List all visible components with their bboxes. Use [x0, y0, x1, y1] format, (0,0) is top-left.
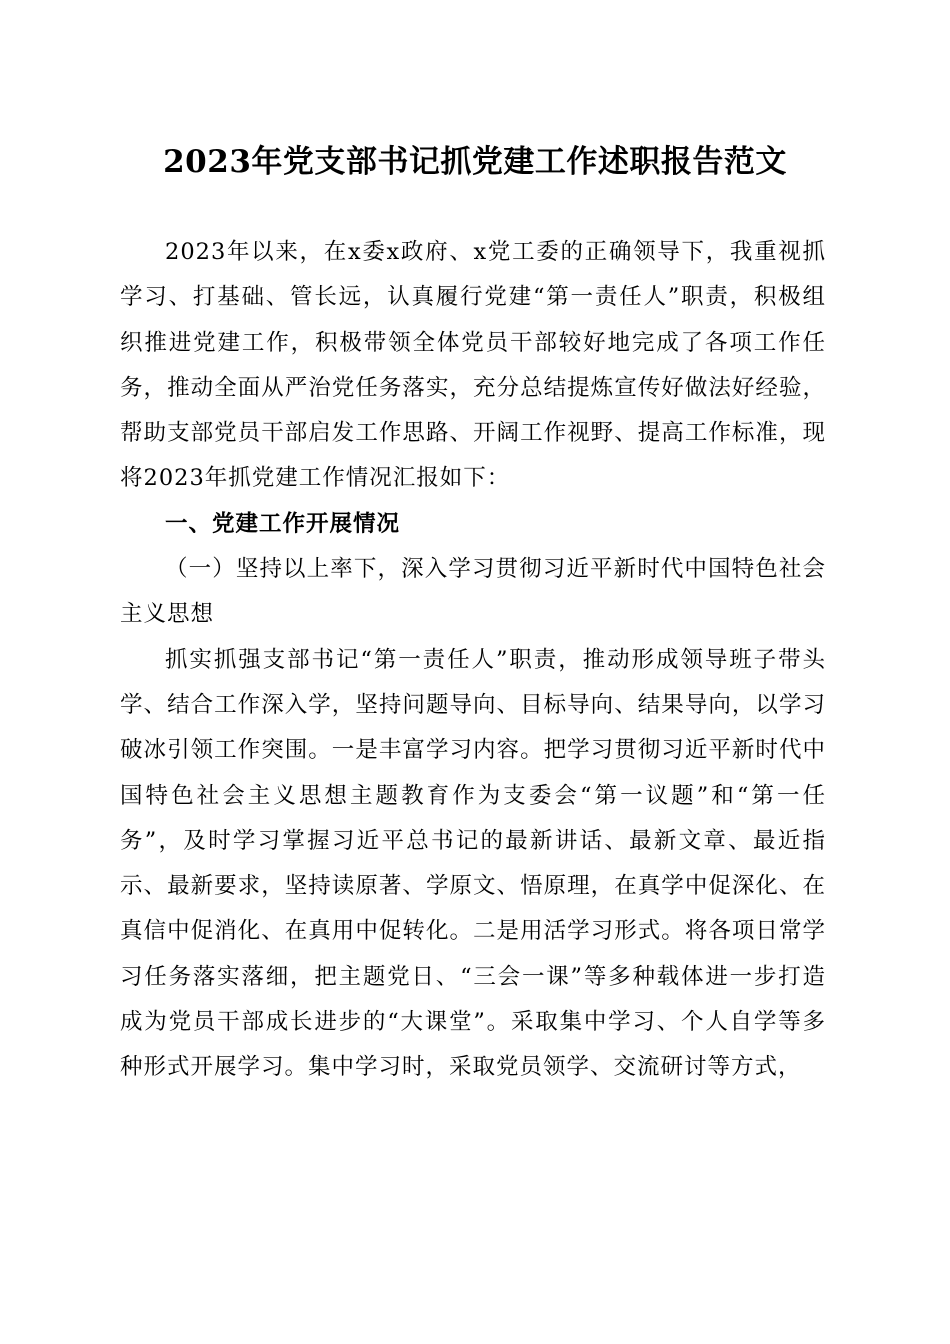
section-heading: 一、党建工作开展情况	[165, 510, 401, 537]
document-title: 2023年党支部书记抓党建工作述职报告范文	[163, 144, 787, 180]
document-body	[120, 230, 826, 1091]
intro-paragraph: 2023年以来，在x委x政府、x党工委的正确领导下，我重视抓学习、打基础、管长远，认真履行党建“第一责任人”职责，积极组织推进党建工作，积极带领全体党员干部较好地完成了各项工作任务，推动全面从严治党任务落实，充分总结提炼宣传好做法好经验，帮助支部党员干部启发工作思路、开阔工作视野、提高工作标准，现将2023年抓党建工作情况汇报如下：	[120, 239, 826, 492]
body-paragraph: 抓实抓强支部书记“第一责任人”职责，推动形成领导班子带头学、结合工作深入学，坚持问题导向、目标导向、结果导向，以学习破冰引领工作突围。一是丰富学习内容。把学习贯彻习近平新时代中国特色社会主义思想主题教育作为支委会“第一议题”和“第一任务”，及时学习掌握习近平总书记的最新讲话、最新文章、最近指示、最新要求，坚持读原著、学原文、悟原理，在真学中促深化、在真信中促消化、在真用中促转化。二是用活学习形式。将各项日常学习任务落实落细，把主题党日、“三会一课”等多种载体进一步打造成为党员干部成长进步的“大课堂”。采取集中学习、个人自学等多种形式开展学习。集中学习时，采取党员领学、交流研讨等方式，	[120, 646, 826, 1081]
subsection-heading: （一）坚持以上率下，深入学习贯彻习近平新时代中国特色社会主义思想	[120, 556, 826, 628]
